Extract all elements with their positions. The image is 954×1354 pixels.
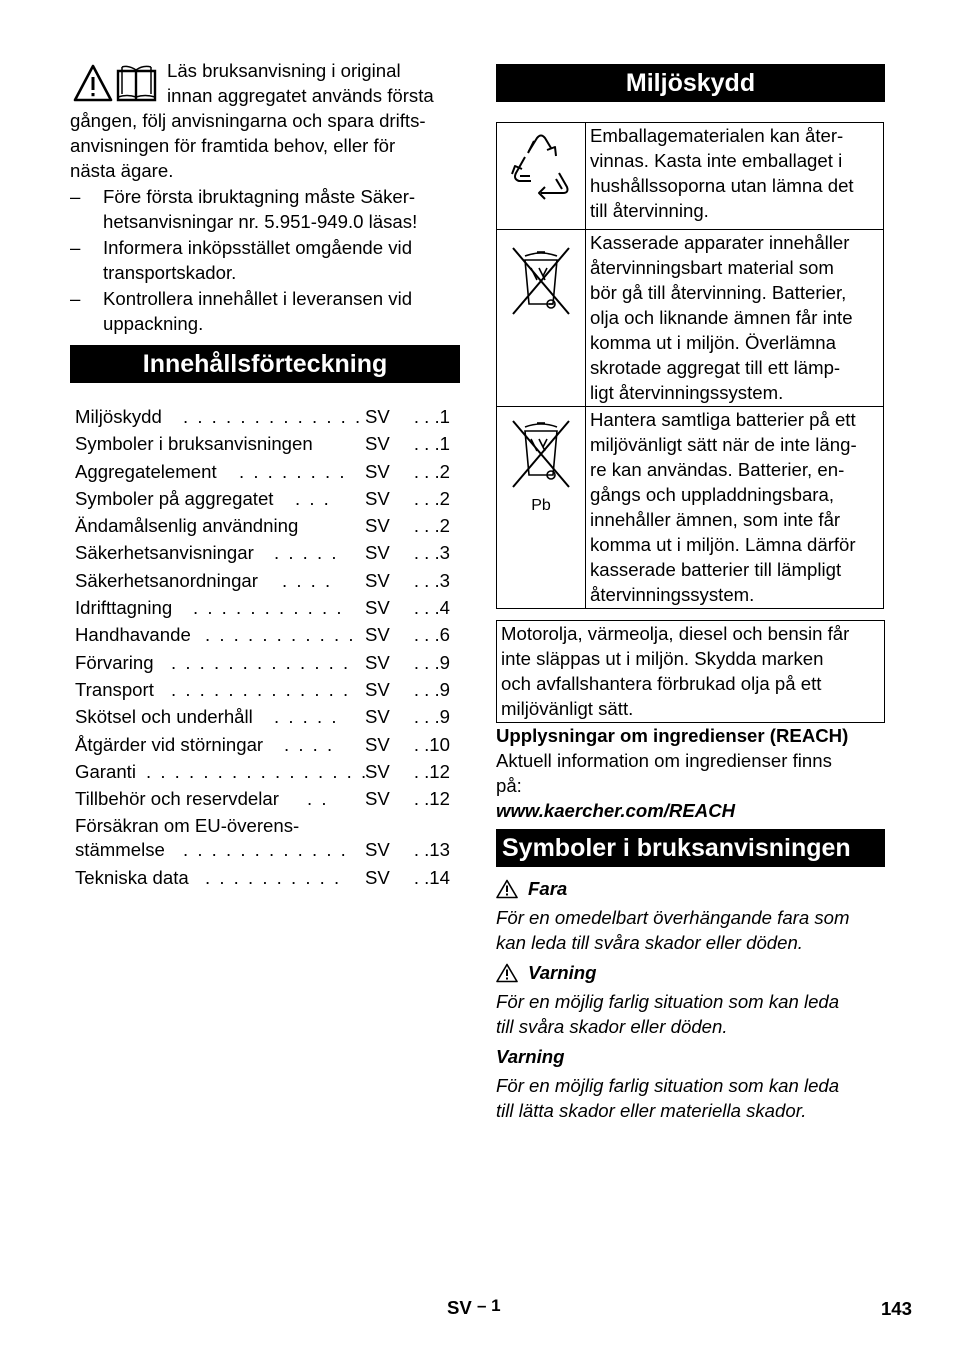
env-table <box>496 122 884 609</box>
toc-page: . .10 <box>413 733 450 755</box>
bullet-line: hetsanvisningar nr. 5.951-949.0 läsas! <box>103 211 418 232</box>
toc-dots: . . . . . . . . . . . . . <box>171 678 351 700</box>
bullet-item <box>70 184 460 234</box>
warning-triangle-icon <box>496 879 518 899</box>
toc-page: . .14 <box>413 867 450 889</box>
toc-page: . . .9 <box>413 651 450 673</box>
toc-lang: SV <box>365 597 390 619</box>
env-line: komma ut i miljön. Överlämna <box>590 332 836 353</box>
symbol-label: Varning <box>496 1046 565 1067</box>
intro-section <box>70 58 460 336</box>
reach-link[interactable]: www.kaercher.com/REACH <box>496 800 736 821</box>
warning-manual-icon <box>73 64 163 104</box>
toc-entry[interactable] <box>70 812 460 864</box>
toc-dots: . . . . . <box>274 706 339 728</box>
toc-page: . . .2 <box>413 487 450 509</box>
toc-entry[interactable] <box>70 403 460 430</box>
toc-lang: SV <box>365 406 390 427</box>
toc-lang: SV <box>365 433 390 455</box>
env-line: bör gå till återvinning. Batterier, <box>590 282 847 303</box>
toc-lang: SV <box>365 839 390 861</box>
toc-dots: . . . . . . . . . . . <box>205 624 356 646</box>
toc-title: Tillbehör och reservdelar <box>75 788 279 810</box>
env-line: innehåller ämnen, som inte får <box>590 509 841 530</box>
bullet-line: Kontrollera innehållet i leveransen vid <box>103 288 413 309</box>
reach-line: på: <box>496 775 522 796</box>
env-line: skrotade aggregat till ett lämp- <box>590 357 841 378</box>
symbol-label: Fara <box>528 878 568 899</box>
toc-entry[interactable] <box>70 676 460 703</box>
intro-line: nästa ägare. <box>70 160 174 181</box>
symbol-desc: För en omedelbart överhängande fara som <box>496 907 850 928</box>
toc-page: . . .2 <box>413 515 450 537</box>
left-column <box>70 58 460 892</box>
env-row <box>497 407 884 609</box>
env-line: återvinningssystem. <box>590 584 755 605</box>
toc-page: . . .2 <box>413 460 450 482</box>
bullet-line: Före första ibruktagning måste Säker- <box>103 186 416 207</box>
env-line: Hantera samtliga batterier på ett <box>590 409 856 430</box>
toc-entry[interactable] <box>70 785 460 812</box>
env-line: hushållssoporna utan lämna det <box>590 175 854 196</box>
toc-lang: SV <box>365 460 390 482</box>
toc-dots: . . . . . . . . <box>239 460 347 482</box>
note-line: Motorolja, värmeolja, diesel och bensin får <box>501 623 850 644</box>
footer-lang: SV <box>447 1297 472 1318</box>
env-line: Emballagematerialen kan åter- <box>590 125 844 146</box>
note-line: och avfallshantera förbrukad olja på ett <box>501 673 822 694</box>
right-column <box>496 64 885 1123</box>
toc-entry[interactable] <box>70 758 460 785</box>
toc-title: Idrifttagning <box>75 597 173 619</box>
toc-page: . . .9 <box>413 678 450 700</box>
env-text-cell <box>586 123 884 230</box>
table-of-contents <box>70 403 460 892</box>
page-number: 143 <box>880 1298 912 1319</box>
toc-title: Aggregatelement <box>75 460 217 482</box>
env-line: Kasserade apparater innehåller <box>590 232 850 253</box>
env-heading: Miljöskydd <box>496 64 885 102</box>
env-line: återvinningsbart material som <box>590 257 834 278</box>
env-line: olja och liknande ämnen får inte <box>590 307 853 328</box>
toc-title: Miljöskydd <box>75 406 162 427</box>
bullet-line: Informera inköpsstället omgående vid <box>103 237 413 258</box>
reach-heading: Upplysningar om ingredienser (REACH) <box>496 725 849 746</box>
note-line: miljövänligt sätt. <box>501 698 634 719</box>
footer-section-label <box>447 1297 501 1319</box>
intro-line: anvisningen för framtida behov, eller för <box>70 135 396 156</box>
bullet-line: uppackning. <box>103 313 204 334</box>
toc-entry[interactable] <box>70 703 460 730</box>
env-line: vinnas. Kasta inte emballaget i <box>590 150 843 171</box>
bullet-item <box>70 286 460 336</box>
symbol-label-row <box>496 876 885 901</box>
symbol-label: Varning <box>528 962 597 983</box>
toc-entry[interactable] <box>70 594 460 621</box>
env-line: till återvinning. <box>590 200 709 221</box>
env-text-cell <box>586 230 884 407</box>
symbols-heading: Symboler i bruksanvisningen <box>496 829 885 867</box>
toc-page: . . .9 <box>413 706 450 728</box>
env-text-cell <box>586 407 884 609</box>
toc-page: . . .3 <box>413 542 450 564</box>
symbol-desc: kan leda till svåra skador eller döden. <box>496 932 803 953</box>
toc-lang: SV <box>365 788 390 810</box>
toc-page: . . .3 <box>413 569 450 591</box>
toc-title: Symboler på aggregatet <box>75 487 274 509</box>
symbol-desc: till svåra skador eller döden. <box>496 1016 728 1037</box>
env-line: miljövänligt sätt när de inte läng- <box>590 434 857 455</box>
toc-lang: SV <box>365 867 390 889</box>
toc-entry[interactable] <box>70 485 460 512</box>
note-line: inte släppas ut i miljön. Skydda marken <box>501 648 824 669</box>
toc-dots: . . . . . . . . . . . . . . . . <box>146 760 369 782</box>
toc-page: . . .1 <box>413 406 450 427</box>
toc-title: Transport <box>75 678 154 700</box>
toc-lang: SV <box>365 760 390 782</box>
toc-title: Åtgärder vid störningar <box>75 733 264 755</box>
env-row <box>497 230 884 407</box>
reach-line: Aktuell information om ingredienser finns <box>496 750 832 771</box>
toc-entry[interactable] <box>70 864 460 891</box>
toc-entry[interactable] <box>70 430 460 457</box>
env-icon-cell <box>497 123 586 230</box>
toc-page: . . .1 <box>413 433 450 455</box>
symbol-desc: För en möjlig farlig situation som kan leda <box>496 1075 840 1096</box>
env-line: ligt återvinningssystem. <box>590 382 784 403</box>
toc-entry[interactable] <box>70 458 460 485</box>
toc-heading: Innehållsförteckning <box>70 345 460 383</box>
env-line: gångs och uppladdningsbara, <box>590 484 834 505</box>
intro-line: innan aggregatet används första <box>167 85 434 106</box>
toc-dots: . . . . . . . . . . <box>205 867 342 889</box>
toc-dots: . . . . . . . . . . . . . <box>183 406 363 427</box>
toc-entry[interactable] <box>70 731 460 758</box>
bullet-dash: – <box>70 186 81 207</box>
crossed-bin-icon <box>501 240 581 320</box>
toc-title: Tekniska data <box>75 867 189 889</box>
toc-lang: SV <box>365 542 390 564</box>
toc-title: Ändamålsenlig användning <box>75 515 299 537</box>
toc-dots: . . . . . <box>274 542 339 564</box>
toc-lang: SV <box>365 487 390 509</box>
env-line: komma ut i miljön. Lämna därför <box>590 534 856 555</box>
toc-dots: . . . . . . . . . . . . <box>183 839 348 861</box>
toc-entry[interactable] <box>70 649 460 676</box>
toc-entry[interactable] <box>70 621 460 648</box>
toc-title: Förvaring <box>75 651 154 673</box>
toc-lang: SV <box>365 569 390 591</box>
warning-triangle-icon <box>496 963 518 983</box>
env-icon-cell <box>497 230 586 407</box>
pb-label: Pb <box>531 497 551 514</box>
env-icon-cell <box>497 407 586 609</box>
env-line: kasserade batterier till lämpligt <box>590 559 842 580</box>
toc-dots: . . . . <box>284 733 335 755</box>
toc-page: . . .4 <box>413 597 450 619</box>
toc-title: Säkerhetsanordningar <box>75 569 258 591</box>
toc-entry[interactable] <box>70 567 460 594</box>
toc-dots: . . . . <box>282 569 333 591</box>
symbol-desc: För en möjlig farlig situation som kan leda <box>496 991 840 1012</box>
toc-title: Säkerhetsanvisningar <box>75 542 254 564</box>
intro-line: gången, följ anvisningarna och spara drifts- <box>70 110 426 131</box>
symbol-desc: till lätta skador eller materiella skador. <box>496 1100 807 1121</box>
toc-dots: . . . . . . . . . . . <box>193 597 344 619</box>
symbol-label-row <box>496 1044 885 1069</box>
toc-title: Handhavande <box>75 624 191 646</box>
recycle-icon <box>501 123 581 223</box>
symbol-label-row <box>496 960 885 985</box>
toc-lang: SV <box>365 706 390 728</box>
toc-dots: . . <box>307 788 329 810</box>
toc-title: Symboler i bruksanvisningen <box>75 433 313 455</box>
toc-dots: . . . . . . . . . . . . . <box>171 651 351 673</box>
toc-title: Försäkran om EU-överens- <box>75 815 300 837</box>
toc-entry[interactable] <box>70 539 460 566</box>
toc-page: . .12 <box>413 788 450 810</box>
bullet-dash: – <box>70 288 81 309</box>
bullet-line: transportskador. <box>103 262 237 283</box>
toc-entry[interactable] <box>70 512 460 539</box>
toc-dots: . . . <box>295 487 331 509</box>
toc-lang: SV <box>365 651 390 673</box>
env-line: re kan användas. Batterier, en- <box>590 459 845 480</box>
bullet-dash: – <box>70 237 81 258</box>
footer-dash-page: – 1 <box>476 1296 501 1315</box>
bullet-item <box>70 235 460 285</box>
toc-title-continued: stämmelse <box>75 839 165 861</box>
toc-lang: SV <box>365 515 390 537</box>
toc-title: Skötsel och underhåll <box>75 706 253 728</box>
toc-lang: SV <box>365 733 390 755</box>
intro-line: Läs bruksanvisning i original <box>167 60 401 81</box>
toc-title: Garanti <box>75 760 136 782</box>
toc-page: . .12 <box>413 760 450 782</box>
toc-page: . . .6 <box>413 624 450 646</box>
toc-lang: SV <box>365 624 390 646</box>
crossed-bin-pb-icon <box>501 417 581 497</box>
oil-note-box <box>496 620 885 723</box>
toc-page: . .13 <box>413 839 450 861</box>
env-row <box>497 123 884 230</box>
symbols-section <box>496 876 885 1123</box>
toc-lang: SV <box>365 678 390 700</box>
